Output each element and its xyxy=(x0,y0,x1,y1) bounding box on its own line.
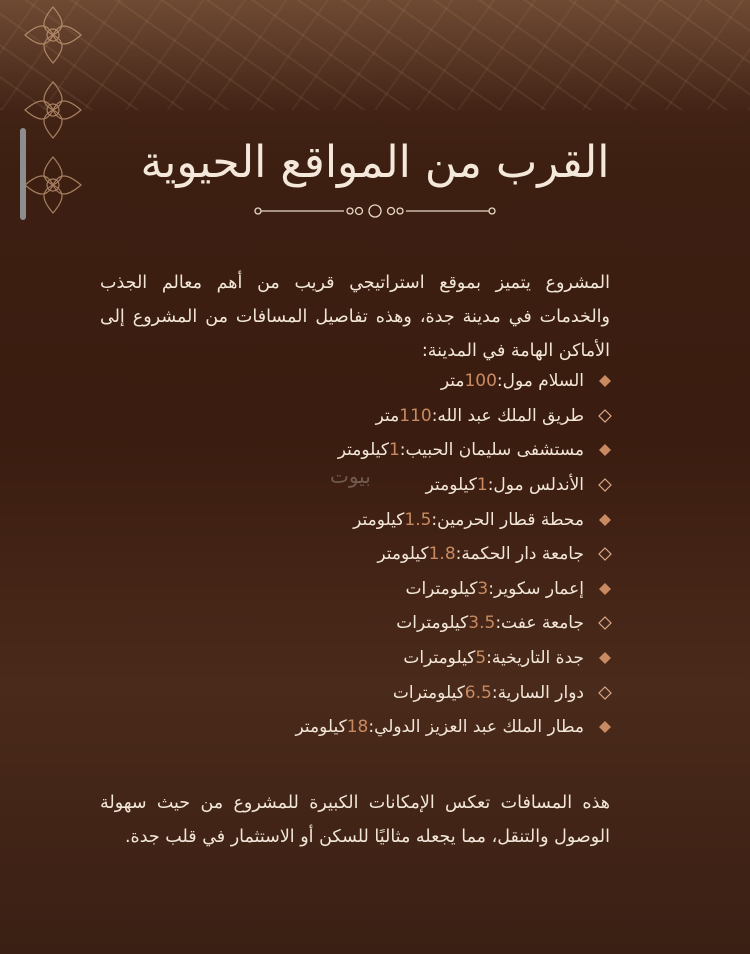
place-name: مستشفى سليمان الحبيب: xyxy=(399,440,584,461)
ornament-divider xyxy=(252,200,498,222)
place-name: جامعة دار الحكمة: xyxy=(455,544,584,565)
diamond-icon xyxy=(598,374,612,388)
diamond-icon xyxy=(598,720,612,734)
distance-unit: كيلومتر xyxy=(337,440,389,461)
distance-value: 1 xyxy=(476,475,488,496)
place-name: جدة التاريخية: xyxy=(486,648,584,669)
diamond-icon xyxy=(598,478,612,492)
page-title: القرب من المواقع الحيوية xyxy=(140,137,610,189)
lotus-pattern-icon xyxy=(18,0,88,230)
distance-unit: كيلومتر xyxy=(425,475,477,496)
distance-value: 110 xyxy=(399,405,432,426)
watermark: بيوت xyxy=(330,464,371,488)
distance-unit: كيلومترات xyxy=(392,682,465,703)
diamond-icon xyxy=(598,686,612,700)
place-name: إعمار سكوير: xyxy=(488,578,584,599)
place-name: طريق الملك عبد الله: xyxy=(431,405,584,426)
place-name: محطة قطار الحرمين: xyxy=(431,509,584,530)
list-item xyxy=(200,710,612,745)
distance-value: 3 xyxy=(477,578,489,599)
distance-unit: كيلومترات xyxy=(396,613,469,634)
list-item xyxy=(200,399,612,434)
distance-unit: كيلومترات xyxy=(405,578,478,599)
distance-unit: كيلومتر xyxy=(353,509,405,530)
place-name: مطار الملك عبد العزيز الدولي: xyxy=(368,717,584,738)
place-name: جامعة عفت: xyxy=(495,613,584,634)
list-item xyxy=(200,641,612,676)
distance-value: 6.5 xyxy=(464,682,492,703)
list-item xyxy=(200,468,612,503)
distance-unit: متر xyxy=(375,405,400,426)
diamond-icon xyxy=(598,547,612,561)
list-item xyxy=(200,537,612,572)
place-name: السلام مول: xyxy=(496,371,584,392)
distance-value: 5 xyxy=(475,648,487,669)
distance-value: 100 xyxy=(464,371,497,392)
scrollbar[interactable] xyxy=(20,128,26,220)
diamond-icon xyxy=(598,582,612,596)
map-background xyxy=(0,0,750,110)
diamond-icon xyxy=(598,513,612,527)
distance-unit: كيلومتر xyxy=(295,717,347,738)
distance-value: 1 xyxy=(388,440,400,461)
distance-value: 1.8 xyxy=(428,544,456,565)
distance-value: 18 xyxy=(346,717,369,738)
distance-value: 1.5 xyxy=(404,509,432,530)
distance-list xyxy=(200,364,612,745)
intro-paragraph: المشروع يتميز بموقع استراتيجي قريب من أهم معالم الجذب والخدمات في مدينة جدة، وهذه تفاصيل المسافات من المشروع إلى الأماكن الهامة في المدينة: xyxy=(100,272,610,361)
distance-unit: كيلومترات xyxy=(403,648,476,669)
distance-value: 3.5 xyxy=(468,613,496,634)
place-name: دوار السارية: xyxy=(491,682,584,703)
distance-unit: كيلومتر xyxy=(377,544,429,565)
list-item xyxy=(200,606,612,641)
list-item xyxy=(200,502,612,537)
distance-unit: متر xyxy=(440,371,465,392)
list-item xyxy=(200,675,612,710)
diamond-icon xyxy=(598,409,612,423)
outro-paragraph: هذه المسافات تعكس الإمكانات الكبيرة للمشروع من حيث سهولة الوصول والتنقل، مما يجعله مثاليًا للسكن أو الاستثمار في قلب جدة. xyxy=(100,792,610,847)
diamond-icon xyxy=(598,616,612,630)
list-item xyxy=(200,572,612,607)
list-item xyxy=(200,364,612,399)
place-name: الأندلس مول: xyxy=(487,475,584,496)
diamond-icon xyxy=(598,651,612,665)
list-item xyxy=(200,433,612,468)
diamond-icon xyxy=(598,443,612,457)
